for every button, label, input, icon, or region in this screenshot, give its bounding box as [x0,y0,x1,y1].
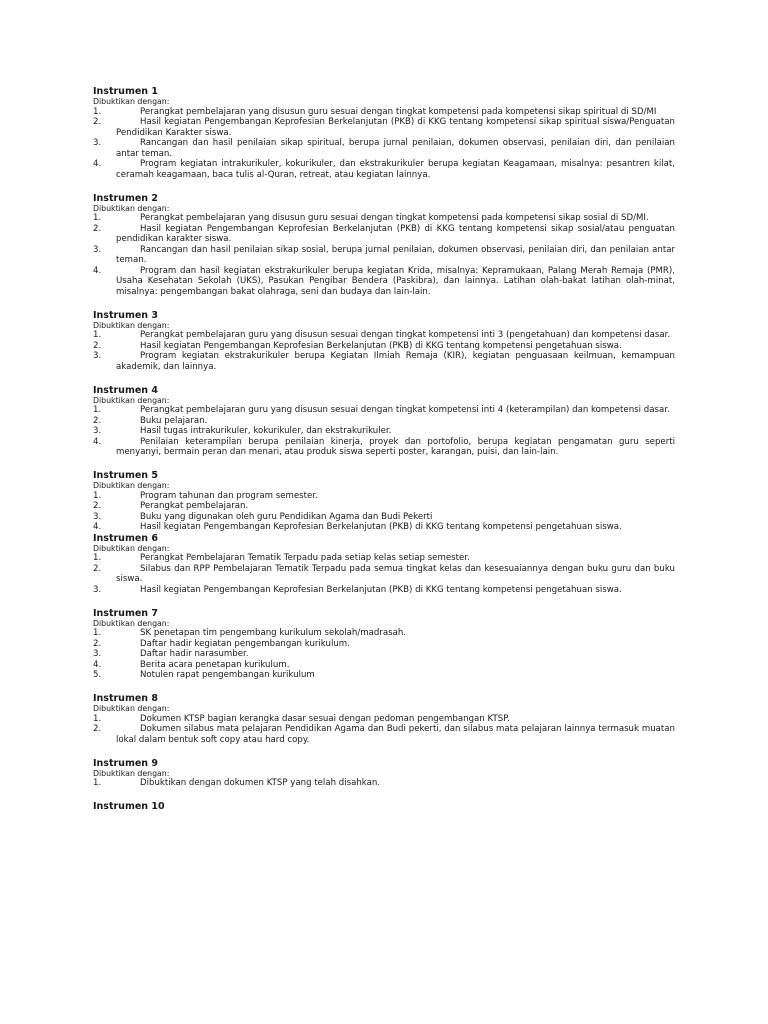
list-item-text: Hasil kegiatan Pengembangan Keprofesian Berkelanjutan (PKB) di KKG tentang kompetensi pengetahuan siswa. [140,522,622,532]
list-item-text: Hasil kegiatan Pengembangan Keprofesian Berkelanjutan (PKB) di KKG tentang kompetensi sikap sosial/atau penguatan pendidikan karakter siswa. [116,223,675,244]
section-subtitle: Dibuktikan dengan: [93,320,170,330]
list-item-number: 5. [93,670,102,680]
list-item [93,416,675,427]
list-item-text: Rancangan dan hasil penilaian sikap spiritual, berupa jurnal penilaian, dokumen observasi, penilaian diri, dan penilaian antar teman. [116,138,675,159]
list-item [93,341,675,352]
list-item [93,491,675,502]
list-item-number: 4. [93,436,102,447]
list-item-number: 2. [93,340,102,351]
evidence-list [93,491,675,533]
list-item-number: 1. [93,405,102,415]
list-item-text: Perangkat pembelajaran guru yang disusun sesuai dengan tingkat kompetensi inti 3 (pengetahuan) dan kompetensi dasar. [140,330,671,340]
list-item-number: 2. [93,501,102,511]
list-item-number: 2. [93,117,102,127]
list-item-text: Notulen rapat pengembangan kurikulum [140,670,315,680]
list-item-number: 2. [93,223,102,234]
list-item-number: 3. [93,511,102,522]
list-item [93,778,675,789]
list-item-number: 1. [93,106,102,117]
list-item [93,437,675,458]
list-item [93,351,675,372]
section-subtitle: Dibuktikan dengan: [93,97,170,106]
list-item [93,714,675,725]
list-item-text: Program kegiatan ekstrakurikuler berupa Kegiatan Ilmiah Remaja (KIR), kegiatan penguasaan keilmuan, kemampuan akademik, dan lainnya. [116,351,675,372]
list-item-number: 3. [93,426,102,436]
list-item [93,159,675,180]
list-item-text: Silabus dan RPP Pembelajaran Tematik Terpadu pada semua tingkat kelas dan kesesuaiannya dengan buku guru dan buku siswa. [116,563,675,584]
list-item-text: Program dan hasil kegiatan ekstrakurikuler berupa kegiatan Krida, misalnya: Kepramukaan, Palang Merah Remaja (PMR), Usaha Kesehatan Sekolah (UKS), Pasukan Pengibar Bendera (Paskibra), dan lainnya. Latihan olah-bakat latihan olah-minat, misalnya: pengembangan bakat olahraga, seni dan budaya dan lain-lain. [116,265,675,297]
list-item-number: 2. [93,638,102,649]
section-title: Instrumen 5 [93,470,158,481]
section-title: Instrumen 7 [93,607,158,619]
evidence-list [93,553,675,595]
list-item-number: 1. [93,713,102,724]
list-item-text: SK penetapan tim pengembang kurikulum sekolah/madrasah. [140,628,407,638]
instrument-section [93,470,675,533]
document-body [93,86,675,825]
list-item-text: Hasil tugas intrakurikuler, kokurikuler, dan ekstrakurikuler. [140,426,392,436]
list-item [93,564,675,585]
section-title: Instrumen 1 [93,86,158,97]
list-item-number: 3. [93,649,102,659]
evidence-list [93,107,675,181]
list-item-text: Daftar hadir kegiatan pengembangan kurikulum. [140,638,350,649]
list-item-text: Dokumen KTSP bagian kerangka dasar sesuai dengan pedoman pengembangan KTSP. [140,713,510,724]
list-item-text: Buku pelajaran. [140,415,208,426]
list-item [93,553,675,564]
list-item-text: Rancangan dan hasil penilaian sikap sosial, berupa jurnal penilaian, dokumen observasi, penilaian diri, dan penilaian antar teman. [116,244,675,265]
list-item-number: 3. [93,244,102,255]
section-title: Instrumen 2 [93,192,158,204]
list-item-number: 1. [93,213,102,223]
list-item-text: Perangkat pembelajaran. [140,501,249,511]
section-title: Instrumen 6 [93,532,158,544]
list-item [93,213,675,224]
list-item [93,426,675,437]
list-item [93,649,675,660]
evidence-list [93,778,675,789]
instrument-section [93,608,675,681]
instrument-section [93,193,675,298]
list-item-text: Hasil kegiatan Pengembangan Keprofesian Berkelanjutan (PKB) di KKG tentang kompetensi pengetahuan siswa. [140,340,622,351]
section-subtitle: Dibuktikan dengan: [93,481,170,490]
section-title: Instrumen 4 [93,384,158,396]
list-item-number: 2. [93,724,102,734]
instrument-section [93,801,675,812]
list-item-text: Penilaian keterampilan berupa penilaian kinerja, proyek dan portofolio, berupa kegiatan pengamatan guru seperti menyanyi, bermain peran dan menari, atau produk siswa seperti poster, karangan, puisi, dan lain-lain. [116,436,675,457]
list-item [93,639,675,650]
list-item-number: 3. [93,584,102,595]
list-item-number: 1. [93,490,102,501]
list-item [93,512,675,523]
section-subtitle: Dibuktikan dengan: [93,203,170,213]
instrument-section [93,310,675,373]
list-item-text: Daftar hadir narasumber. [140,649,249,659]
evidence-list [93,714,675,746]
instrument-section [93,693,675,745]
evidence-list [93,213,675,297]
list-item-text: Berita acara penetapan kurikulum. [140,659,290,670]
list-item-number: 1. [93,628,102,638]
list-item-text: Hasil kegiatan Pengembangan Keprofesian Berkelanjutan (PKB) di KKG tentang kompetensi sikap spiritual siswa/Penguatan Pendidikan Karakter siswa. [116,117,675,138]
section-subtitle: Dibuktikan dengan: [93,543,170,553]
list-item-text: Hasil kegiatan Pengembangan Keprofesian Berkelanjutan (PKB) di KKG tentang kompetensi pengetahuan siswa. [140,584,622,595]
list-item-text: Dibuktikan dengan dokumen KTSP yang telah disahkan. [140,778,381,788]
list-item [93,585,675,596]
list-item [93,670,675,681]
list-item [93,724,675,745]
list-item-number: 4. [93,522,102,532]
list-item-text: Perangkat pembelajaran yang disusun guru sesuai dengan tingkat kompetensi pada kompetensi sikap sosial di SD/MI. [140,213,649,223]
list-item [93,224,675,245]
section-subtitle: Dibuktikan dengan: [93,704,170,713]
section-title: Instrumen 3 [93,309,158,321]
instrument-section [93,758,675,789]
list-item [93,628,675,639]
list-item-number: 1. [93,553,102,563]
list-item [93,405,675,416]
evidence-list [93,628,675,681]
list-item-number: 4. [93,265,102,276]
instrument-section [93,385,675,458]
list-item-number: 4. [93,659,102,670]
section-subtitle: Dibuktikan dengan: [93,618,170,628]
list-item-text: Perangkat Pembelajaran Tematik Terpadu pada setiap kelas setiap semester. [140,553,470,563]
evidence-list [93,330,675,372]
list-item-number: 2. [93,415,102,426]
list-item-text: Perangkat pembelajaran guru yang disusun sesuai dengan tingkat kompetensi inti 4 (keterampilan) dan kompetensi dasar. [140,405,670,415]
section-subtitle: Dibuktikan dengan: [93,768,170,778]
list-item [93,117,675,138]
list-item [93,522,675,533]
list-item-text: Perangkat pembelajaran yang disusun guru sesuai dengan tingkat kompetensi pada kompetensi sikap spiritual di SD/MI [140,106,657,117]
list-item-number: 4. [93,159,102,169]
section-title: Instrumen 9 [93,757,158,769]
list-item [93,501,675,512]
section-title: Instrumen 10 [93,801,165,812]
list-item-number: 1. [93,330,102,340]
list-item [93,660,675,671]
list-item-text: Buku yang digunakan oleh guru Pendidikan Agama dan Budi Pekerti [140,511,433,522]
list-item-text: Program tahunan dan program semester. [140,490,318,501]
evidence-list [93,405,675,458]
section-title: Instrumen 8 [93,693,158,704]
instrument-section [93,86,675,180]
list-item [93,330,675,341]
list-item-number: 3. [93,351,102,361]
list-item-text: Dokumen silabus mata pelajaran Pendidikan Agama dan Budi pekerti, dan silabus mata pelajaran lainnya termasuk muatan lokal dalam bentuk soft copy atau hard copy. [116,724,675,745]
list-item [93,138,675,159]
list-item [93,107,675,118]
list-item-number: 3. [93,138,102,148]
instrument-section [93,533,675,596]
list-item-number: 1. [93,778,102,788]
list-item-text: Program kegiatan intrakurikuler, kokurikuler, dan ekstrakurikuler berupa kegiatan Keagamaan, misalnya: pesantren kilat, ceramah keagamaan, baca tulis al-Quran, retreat, atau kegiatan lainnya. [116,159,675,180]
list-item [93,266,675,298]
list-item-number: 2. [93,563,102,574]
list-item [93,245,675,266]
section-subtitle: Dibuktikan dengan: [93,395,170,405]
